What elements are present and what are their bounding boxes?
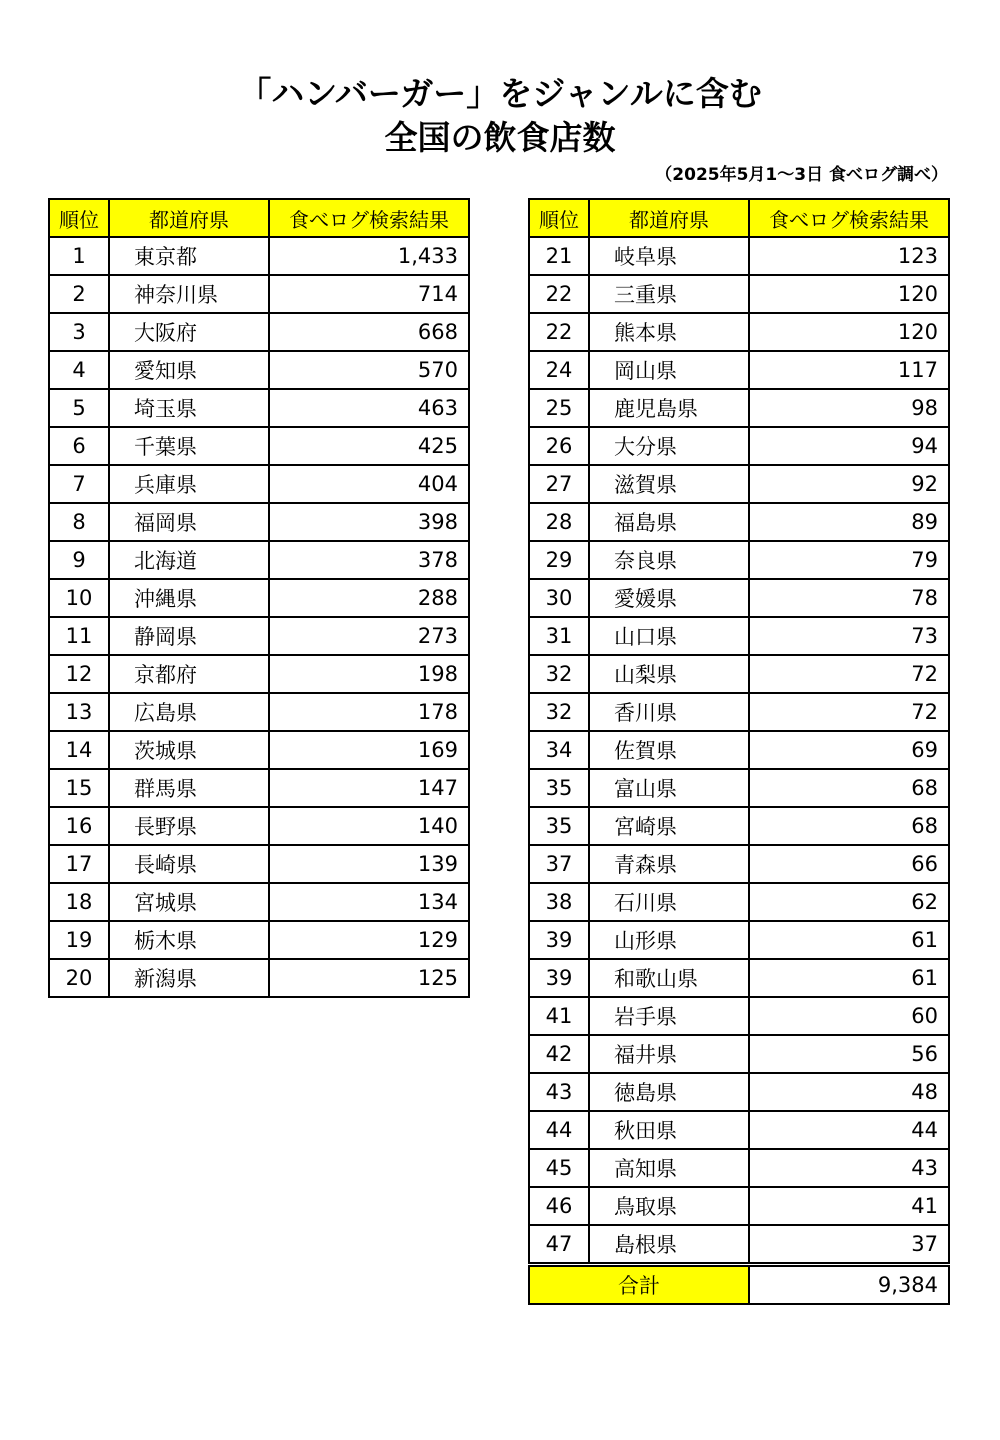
rank-cell: 26 [529, 427, 589, 465]
rank-cell: 17 [49, 845, 109, 883]
total-label: 合計 [529, 1265, 749, 1305]
table-row [49, 845, 469, 883]
rank-cell: 35 [529, 769, 589, 807]
rank-cell: 9 [49, 541, 109, 579]
count-cell: 44 [749, 1111, 949, 1149]
count-cell: 570 [269, 351, 469, 389]
rank-cell: 31 [529, 617, 589, 655]
count-cell: 37 [749, 1225, 949, 1265]
count-cell: 139 [269, 845, 469, 883]
rank-cell: 28 [529, 503, 589, 541]
count-cell: 147 [269, 769, 469, 807]
prefecture-cell: 千葉県 [109, 427, 269, 465]
table-row [49, 237, 469, 275]
header-prefecture: 都道府県 [109, 199, 269, 237]
table-row [529, 313, 949, 351]
prefecture-cell: 新潟県 [109, 959, 269, 997]
rank-cell: 14 [49, 731, 109, 769]
count-cell: 378 [269, 541, 469, 579]
count-cell: 120 [749, 275, 949, 313]
prefecture-cell: 富山県 [589, 769, 749, 807]
table-row [529, 237, 949, 275]
count-cell: 48 [749, 1073, 949, 1111]
rank-cell: 12 [49, 655, 109, 693]
count-cell: 169 [269, 731, 469, 769]
rank-cell: 1 [49, 237, 109, 275]
count-cell: 178 [269, 693, 469, 731]
rank-cell: 20 [49, 959, 109, 997]
count-cell: 117 [749, 351, 949, 389]
table-row [529, 1035, 949, 1073]
rank-cell: 34 [529, 731, 589, 769]
rank-cell: 21 [529, 237, 589, 275]
rank-cell: 30 [529, 579, 589, 617]
table-row [529, 579, 949, 617]
table-row [529, 389, 949, 427]
prefecture-cell: 東京都 [109, 237, 269, 275]
rank-cell: 46 [529, 1187, 589, 1225]
rank-cell: 37 [529, 845, 589, 883]
prefecture-cell: 熊本県 [589, 313, 749, 351]
count-cell: 61 [749, 921, 949, 959]
rank-cell: 18 [49, 883, 109, 921]
count-cell: 134 [269, 883, 469, 921]
header-count: 食べログ検索結果 [749, 199, 949, 237]
prefecture-cell: 山梨県 [589, 655, 749, 693]
table-row [49, 731, 469, 769]
header-count: 食べログ検索結果 [269, 199, 469, 237]
prefecture-cell: 徳島県 [589, 1073, 749, 1111]
table-row [529, 921, 949, 959]
table-row [49, 769, 469, 807]
prefecture-cell: 群馬県 [109, 769, 269, 807]
count-cell: 398 [269, 503, 469, 541]
table-row [529, 1111, 949, 1149]
table-row [529, 883, 949, 921]
prefecture-cell: 埼玉県 [109, 389, 269, 427]
table-row [49, 427, 469, 465]
rank-cell: 24 [529, 351, 589, 389]
table-row [49, 655, 469, 693]
rank-cell: 11 [49, 617, 109, 655]
ranking-table-left [48, 198, 470, 998]
count-cell: 60 [749, 997, 949, 1035]
prefecture-cell: 滋賀県 [589, 465, 749, 503]
count-cell: 140 [269, 807, 469, 845]
total-row [529, 1265, 949, 1305]
rank-cell: 45 [529, 1149, 589, 1187]
table-row [529, 1187, 949, 1225]
prefecture-cell: 石川県 [589, 883, 749, 921]
rank-cell: 22 [529, 313, 589, 351]
count-cell: 273 [269, 617, 469, 655]
table-row [49, 313, 469, 351]
rank-cell: 44 [529, 1111, 589, 1149]
count-cell: 1,433 [269, 237, 469, 275]
prefecture-cell: 佐賀県 [589, 731, 749, 769]
count-cell: 69 [749, 731, 949, 769]
count-cell: 123 [749, 237, 949, 275]
table-body-right [529, 237, 949, 1265]
count-cell: 68 [749, 769, 949, 807]
prefecture-cell: 奈良県 [589, 541, 749, 579]
count-cell: 125 [269, 959, 469, 997]
count-cell: 92 [749, 465, 949, 503]
prefecture-cell: 北海道 [109, 541, 269, 579]
prefecture-cell: 岡山県 [589, 351, 749, 389]
rank-cell: 6 [49, 427, 109, 465]
count-cell: 79 [749, 541, 949, 579]
rank-cell: 8 [49, 503, 109, 541]
prefecture-cell: 長崎県 [109, 845, 269, 883]
rank-cell: 19 [49, 921, 109, 959]
header-rank: 順位 [49, 199, 109, 237]
count-cell: 98 [749, 389, 949, 427]
count-cell: 72 [749, 693, 949, 731]
prefecture-cell: 山口県 [589, 617, 749, 655]
table-row [49, 351, 469, 389]
prefecture-cell: 鹿児島県 [589, 389, 749, 427]
prefecture-cell: 愛媛県 [589, 579, 749, 617]
title-line-1: 「ハンバーガー」をジャンルに含む [238, 74, 762, 113]
rank-cell: 41 [529, 997, 589, 1035]
count-cell: 73 [749, 617, 949, 655]
table-row [529, 1149, 949, 1187]
count-cell: 89 [749, 503, 949, 541]
total-value: 9,384 [749, 1265, 949, 1305]
count-cell: 43 [749, 1149, 949, 1187]
table-row [529, 617, 949, 655]
rank-cell: 3 [49, 313, 109, 351]
header-row [529, 199, 949, 237]
table-row [49, 579, 469, 617]
table-row [529, 845, 949, 883]
prefecture-cell: 宮城県 [109, 883, 269, 921]
header-prefecture: 都道府県 [589, 199, 749, 237]
count-cell: 78 [749, 579, 949, 617]
prefecture-cell: 広島県 [109, 693, 269, 731]
prefecture-cell: 茨城県 [109, 731, 269, 769]
table-row [49, 541, 469, 579]
count-cell: 714 [269, 275, 469, 313]
rank-cell: 10 [49, 579, 109, 617]
table-row [49, 959, 469, 997]
prefecture-cell: 愛知県 [109, 351, 269, 389]
table-row [529, 1225, 949, 1265]
rank-cell: 38 [529, 883, 589, 921]
rank-cell: 15 [49, 769, 109, 807]
rank-cell: 47 [529, 1225, 589, 1265]
rank-cell: 16 [49, 807, 109, 845]
prefecture-cell: 栃木県 [109, 921, 269, 959]
count-cell: 463 [269, 389, 469, 427]
prefecture-cell: 静岡県 [109, 617, 269, 655]
count-cell: 198 [269, 655, 469, 693]
rank-cell: 39 [529, 959, 589, 997]
table-row [529, 351, 949, 389]
rank-cell: 2 [49, 275, 109, 313]
prefecture-cell: 香川県 [589, 693, 749, 731]
survey-note: （2025年5月1～3日 食べログ調べ） [655, 165, 948, 185]
count-cell: 72 [749, 655, 949, 693]
prefecture-cell: 島根県 [589, 1225, 749, 1265]
table-row [49, 883, 469, 921]
rank-cell: 32 [529, 655, 589, 693]
prefecture-cell: 秋田県 [589, 1111, 749, 1149]
table-row [529, 959, 949, 997]
table-row [49, 807, 469, 845]
prefecture-cell: 福島県 [589, 503, 749, 541]
rank-cell: 13 [49, 693, 109, 731]
prefecture-cell: 京都府 [109, 655, 269, 693]
count-cell: 404 [269, 465, 469, 503]
table-row [529, 997, 949, 1035]
prefecture-cell: 山形県 [589, 921, 749, 959]
count-cell: 61 [749, 959, 949, 997]
header-row [49, 199, 469, 237]
table-row [49, 389, 469, 427]
table-row [529, 541, 949, 579]
table-row [529, 503, 949, 541]
table-row [49, 921, 469, 959]
count-cell: 94 [749, 427, 949, 465]
count-cell: 120 [749, 313, 949, 351]
rank-cell: 29 [529, 541, 589, 579]
table-row [49, 617, 469, 655]
prefecture-cell: 兵庫県 [109, 465, 269, 503]
rank-cell: 32 [529, 693, 589, 731]
ranking-table-right [528, 198, 950, 1305]
count-cell: 41 [749, 1187, 949, 1225]
prefecture-cell: 岐阜県 [589, 237, 749, 275]
table-row [529, 693, 949, 731]
rank-cell: 7 [49, 465, 109, 503]
rank-cell: 5 [49, 389, 109, 427]
prefecture-cell: 岩手県 [589, 997, 749, 1035]
count-cell: 425 [269, 427, 469, 465]
table-row [49, 503, 469, 541]
rank-cell: 39 [529, 921, 589, 959]
prefecture-cell: 神奈川県 [109, 275, 269, 313]
title-line-2: 全国の飲食店数 [384, 118, 616, 157]
table-row [49, 693, 469, 731]
table-row [529, 769, 949, 807]
rank-cell: 27 [529, 465, 589, 503]
prefecture-cell: 三重県 [589, 275, 749, 313]
count-cell: 129 [269, 921, 469, 959]
count-cell: 668 [269, 313, 469, 351]
header-rank: 順位 [529, 199, 589, 237]
count-cell: 68 [749, 807, 949, 845]
page-title [0, 72, 1000, 160]
table-row [529, 731, 949, 769]
rank-cell: 4 [49, 351, 109, 389]
table-row [529, 465, 949, 503]
count-cell: 66 [749, 845, 949, 883]
table-row [49, 275, 469, 313]
prefecture-cell: 大阪府 [109, 313, 269, 351]
prefecture-cell: 福井県 [589, 1035, 749, 1073]
table-row [49, 465, 469, 503]
prefecture-cell: 沖縄県 [109, 579, 269, 617]
table-body-left [49, 237, 469, 997]
rank-cell: 22 [529, 275, 589, 313]
prefecture-cell: 大分県 [589, 427, 749, 465]
prefecture-cell: 青森県 [589, 845, 749, 883]
prefecture-cell: 長野県 [109, 807, 269, 845]
rank-cell: 43 [529, 1073, 589, 1111]
prefecture-cell: 福岡県 [109, 503, 269, 541]
rank-cell: 35 [529, 807, 589, 845]
count-cell: 288 [269, 579, 469, 617]
prefecture-cell: 鳥取県 [589, 1187, 749, 1225]
table-row [529, 1073, 949, 1111]
prefecture-cell: 宮崎県 [589, 807, 749, 845]
prefecture-cell: 高知県 [589, 1149, 749, 1187]
table-row [529, 807, 949, 845]
table-row [529, 275, 949, 313]
count-cell: 56 [749, 1035, 949, 1073]
count-cell: 62 [749, 883, 949, 921]
rank-cell: 25 [529, 389, 589, 427]
table-row [529, 655, 949, 693]
table-row [529, 427, 949, 465]
prefecture-cell: 和歌山県 [589, 959, 749, 997]
rank-cell: 42 [529, 1035, 589, 1073]
